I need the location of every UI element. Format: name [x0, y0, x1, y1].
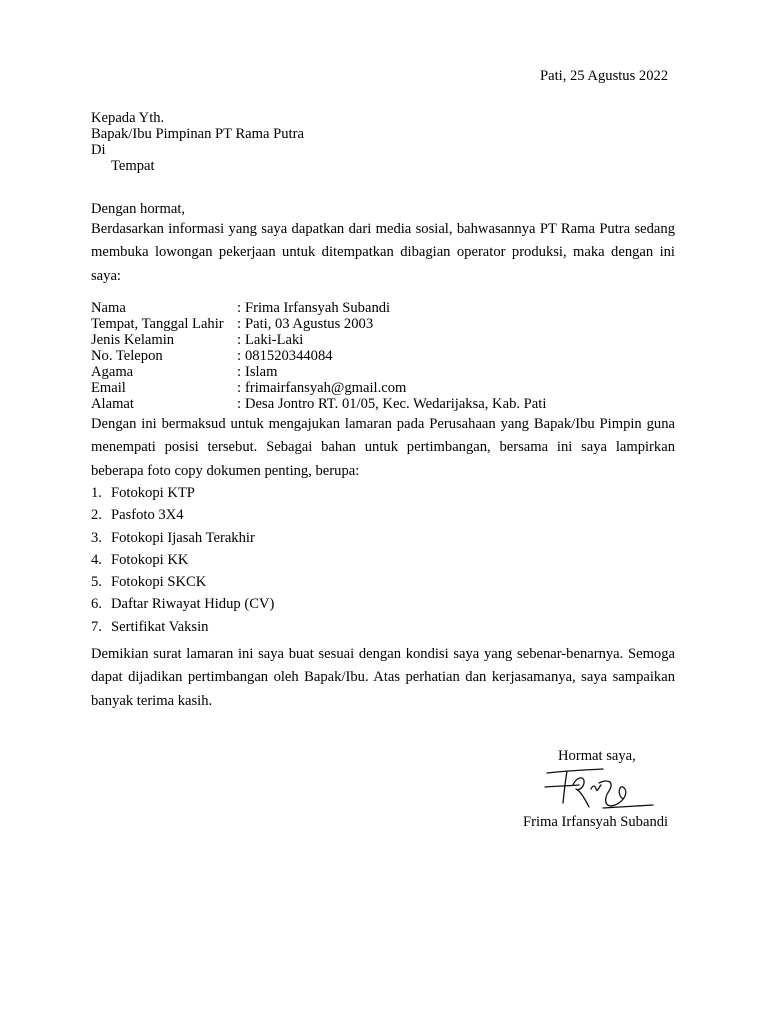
identity-colon: : — [237, 332, 242, 348]
identity-colon: : — [237, 364, 242, 380]
list-text: Fotokopi SKCK — [111, 574, 207, 591]
recipient-line-3: Di — [91, 142, 106, 158]
identity-row — [91, 316, 675, 332]
identity-colon: : — [237, 348, 242, 364]
identity-label: Nama — [91, 300, 126, 316]
closing-paragraph: Demikian surat lamaran ini saya buat sesuai dengan kondisi saya yang sebenar-benarnya. Semoga dapat dijadikan pertimbangan oleh Bapak/Ibu. Atas perhatian dan kerjasamanya, saya sampaikan banyak terima kasih. — [91, 646, 675, 709]
list-number: 7. — [91, 618, 102, 635]
identity-value: Islam — [245, 364, 278, 380]
list-number: 4. — [91, 551, 102, 568]
signer-name: Frima Irfansyah Subandi — [523, 814, 669, 830]
list-number: 2. — [91, 507, 102, 524]
list-item — [91, 571, 675, 593]
identity-colon: : — [237, 396, 242, 412]
identity-row — [91, 380, 675, 396]
identity-value: Desa Jontro RT. 01/05, Kec. Wedarijaksa, Kab. Pati — [245, 396, 547, 412]
recipient-block — [91, 110, 675, 174]
body-paragraph: Dengan ini bermaksud untuk mengajukan lamaran pada Perusahaan yang Bapak/Ibu Pimpin guna menempati posisi tersebut. Sebagai bahan untuk pertimbangan, bersama ini saya lampirkan beberapa foto copy dokumen penting, berupa: — [91, 416, 675, 479]
identity-colon: : — [237, 380, 242, 396]
identity-label: No. Telepon — [91, 348, 163, 364]
identity-value: Frima Irfansyah Subandi — [245, 300, 391, 316]
list-item — [91, 549, 675, 571]
identity-label: Jenis Kelamin — [91, 332, 175, 348]
identity-row — [91, 348, 675, 364]
list-text: Sertifikat Vaksin — [111, 618, 209, 635]
list-text: Fotokopi Ijasah Terakhir — [111, 529, 255, 546]
identity-label: Agama — [91, 364, 134, 380]
place-date: Pati, 25 Agustus 2022 — [540, 68, 669, 84]
identity-row — [91, 396, 675, 412]
list-text: Fotokopi KTP — [111, 485, 195, 501]
identity-colon: : — [237, 300, 242, 316]
list-text: Fotokopi KK — [111, 551, 189, 568]
identity-label: Tempat, Tanggal Lahir — [91, 316, 224, 332]
list-number: 5. — [91, 574, 102, 591]
list-item — [91, 593, 675, 615]
identity-row — [91, 364, 675, 380]
identity-table — [91, 300, 675, 412]
recipient-line-4: Tempat — [111, 158, 155, 174]
list-number: 3. — [91, 529, 102, 546]
list-text: Daftar Riwayat Hidup (CV) — [111, 596, 275, 613]
identity-value: 081520344084 — [245, 348, 333, 364]
identity-colon: : — [237, 316, 242, 332]
identity-value: frimairfansyah@gmail.com — [245, 380, 407, 396]
list-item — [91, 616, 675, 638]
identity-label: Email — [91, 380, 126, 396]
attachment-list — [91, 482, 675, 638]
list-number: 6. — [91, 596, 102, 613]
identity-row — [91, 300, 675, 316]
intro-paragraph: Berdasarkan informasi yang saya dapatkan dari media sosial, bahwasannya PT Rama Putra sedang membuka lowongan pekerjaan untuk ditempatkan dibagian operator produksi, maka dengan ini saya: — [91, 221, 675, 284]
identity-value: Laki-Laki — [245, 332, 304, 348]
greeting: Dengan hormat, — [91, 201, 186, 217]
sign-off: Hormat saya, — [558, 748, 636, 764]
recipient-line-2: Bapak/Ibu Pimpinan PT Rama Putra — [91, 126, 304, 142]
list-text: Pasfoto 3X4 — [111, 507, 184, 524]
identity-label: Alamat — [91, 396, 134, 412]
list-number: 1. — [91, 485, 102, 501]
identity-row — [91, 332, 675, 348]
list-item — [91, 482, 675, 504]
recipient-line-1: Kepada Yth. — [91, 110, 165, 126]
list-item — [91, 527, 675, 549]
list-item — [91, 504, 675, 526]
signature-icon — [543, 765, 655, 815]
identity-value: Pati, 03 Agustus 2003 — [245, 316, 374, 332]
